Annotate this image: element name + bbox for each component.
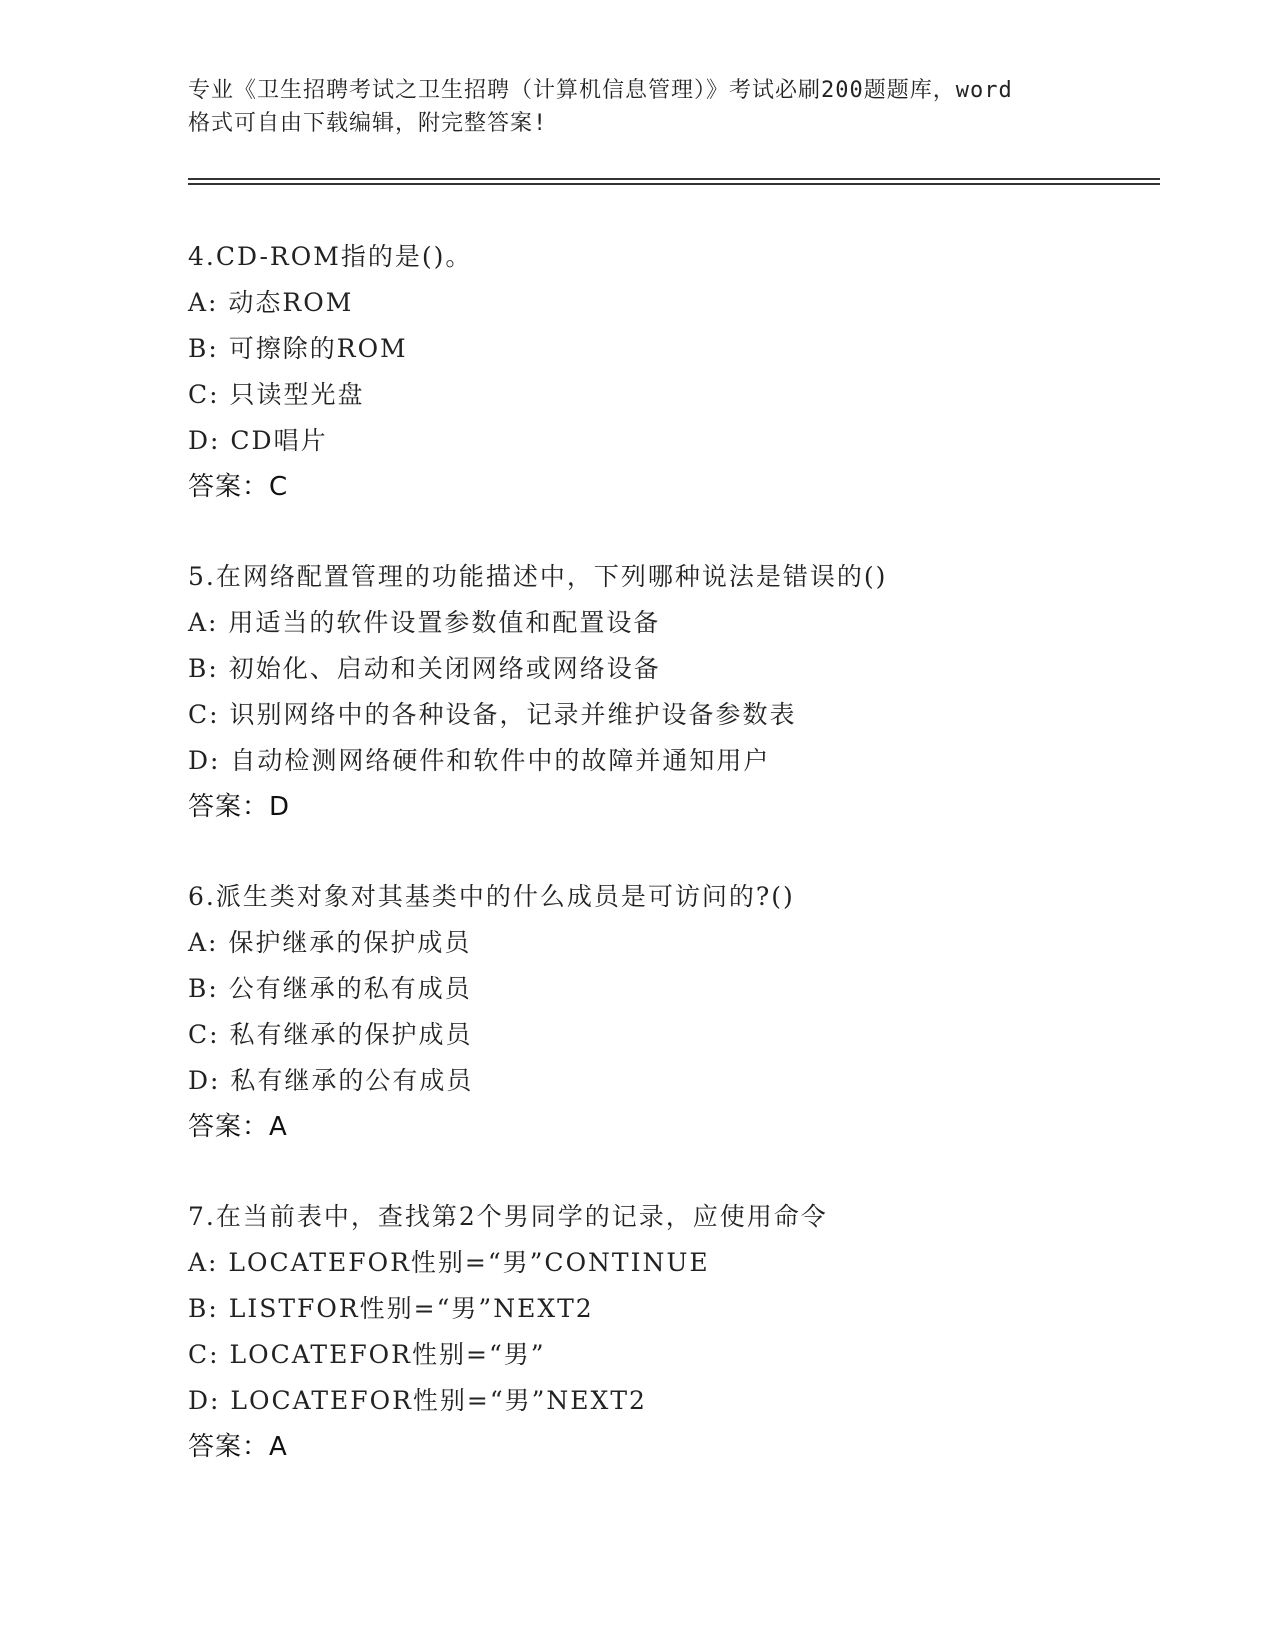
- question-stem: 6.派生类对象对其基类中的什么成员是可访问的?(): [188, 882, 795, 911]
- option-c: C: 识别网络中的各种设备，记录并维护设备参数表: [188, 700, 797, 729]
- option-b: B: 初始化、启动和关闭网络或网络设备: [188, 654, 661, 683]
- option-a: A: 保护继承的保护成员: [188, 928, 472, 957]
- answer: 答案：A: [188, 1432, 288, 1462]
- answer: 答案：D: [188, 792, 291, 822]
- question-stem: 4.CD-ROM指的是()。: [188, 242, 473, 271]
- answer: 答案：A: [188, 1112, 288, 1142]
- option-a: A: 用适当的软件设置参数值和配置设备: [188, 608, 661, 637]
- option-b: B: 公有继承的私有成员: [188, 974, 472, 1003]
- option-d: D: CD唱片: [188, 426, 328, 455]
- question-stem: 7.在当前表中，查找第2个男同学的记录，应使用命令: [188, 1202, 828, 1231]
- option-b: B: 可擦除的ROM: [188, 334, 408, 363]
- question-block: [188, 1194, 1148, 1470]
- document-header: [188, 74, 1088, 140]
- header-title-line-2: 格式可自由下载编辑，附完整答案!: [188, 111, 548, 136]
- option-d: D: 自动检测网络硬件和软件中的故障并通知用户: [188, 746, 771, 775]
- option-a: A: 动态ROM: [188, 288, 354, 317]
- question-block: [188, 554, 1148, 830]
- header-divider-bottom: [188, 183, 1160, 185]
- question-block: [188, 874, 1148, 1150]
- option-c: C: 只读型光盘: [188, 380, 365, 409]
- question-stem: 5.在网络配置管理的功能描述中，下列哪种说法是错误的(): [188, 562, 888, 591]
- option-b: B: LISTFOR性别=“男”NEXT2: [188, 1294, 594, 1323]
- option-d: D: LOCATEFOR性别=“男”NEXT2: [188, 1386, 647, 1415]
- option-c: C: 私有继承的保护成员: [188, 1020, 473, 1049]
- question-block: [188, 234, 1148, 510]
- header-title-line-1: 专业《卫生招聘考试之卫生招聘（计算机信息管理）》考试必刷200题题库，word: [188, 78, 1013, 103]
- option-d: D: 私有继承的公有成员: [188, 1066, 474, 1095]
- option-c: C: LOCATEFOR性别=“男”: [188, 1340, 546, 1369]
- option-a: A: LOCATEFOR性别=“男”CONTINUE: [188, 1248, 710, 1277]
- header-divider-top: [188, 178, 1160, 180]
- answer: 答案：C: [188, 472, 289, 502]
